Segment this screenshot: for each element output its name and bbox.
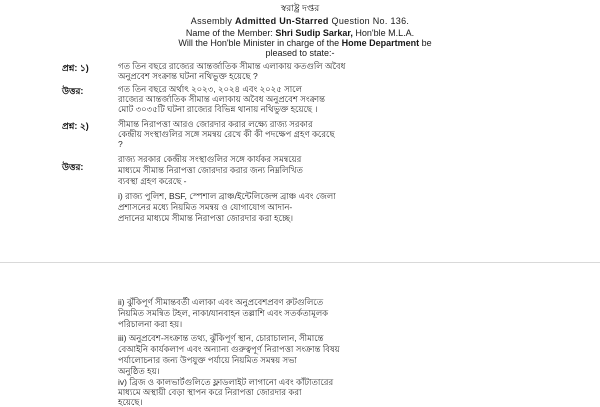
answer-2-line-3: ব্যবস্থা গ্রহণ করেছে - (118, 176, 187, 186)
question-1-line-1: গত তিন বছরে রাজ্যের আন্তর্জাতিক সীমান্ত এলাকায় কতগুলি অবৈধ (118, 61, 346, 71)
item-iv-line-3: হয়েছে। (118, 397, 143, 407)
question-type: Admitted Un-Starred (235, 16, 329, 26)
answer-1-label: উত্তর: (62, 86, 84, 96)
answer-1-line-1: গত তিন বছরে অর্থাৎ ২০২৩, ২০২৪ এবং ২০২৫ সালে (118, 84, 302, 94)
answer-1-line-2: রাজ্যের আন্তর্জাতিক সীমান্ত এলাকায় অবৈধ অনুপ্রবেশ সংক্রান্ত (118, 94, 325, 104)
page-break-divider (0, 262, 600, 263)
question-heading (0, 16, 600, 26)
item-iii-line-2: বেআইনি কার্যকলাপ এবং অন্যান্য গুরুত্বপূর্ণ নিরাপত্তা সংক্রান্ত বিষয় (118, 344, 340, 354)
pleased-line: pleased to state:- (265, 48, 335, 58)
question-prefix: Assembly (190, 16, 236, 26)
minister-prefix: Will the Hon'ble Minister in charge of the (178, 38, 342, 48)
member-name: Shri Sudip Sarkar, (275, 28, 353, 38)
minister-suffix: be (419, 38, 432, 48)
member-prefix: Name of the Member: (185, 28, 276, 38)
item-i-line-2: প্রশাসনের মধ্যে নিয়মিত সমন্বয় ও যোগাযোগ আদান- (118, 202, 293, 212)
answer-2-line-2: মাধ্যমে সীমান্ত নিরাপত্তা জোরদার করার জন্য নিম্নলিখিত (118, 165, 303, 175)
question-2-label: প্রশ্ন: ২) (62, 121, 89, 131)
question-2-line-1: সীমান্ত নিরাপত্তা আরও জোরদার করার লক্ষ্যে রাজ্য সরকার (118, 119, 313, 129)
item-iii-line-1: iii) অনুপ্রবেশ-সংক্রান্ত তথ্য, ঝুঁকিপূর্ণ স্থান, চোরাচালান, সীমান্তে (118, 333, 324, 343)
question-1-label: প্রশ্ন: ১) (62, 63, 89, 73)
department-name: Home Department (341, 38, 420, 48)
question-1-line-2: অনুপ্রবেশ সংক্রান্ত ঘটনা নথিভুক্ত হয়েছে ? (118, 71, 258, 81)
member-suffix: Hon'ble M.L.A. (352, 28, 415, 38)
answer-1-line-3: মোট ৩০৩৫টি ঘটনা রাজ্যের বিভিন্ন থানায় নথিভুক্ত হয়েছে । (118, 104, 318, 114)
item-ii-line-3: পরিচালনা করা হয়। (118, 319, 183, 329)
item-ii-line-2: নিয়মিত সমন্বিত টহল, নাকা/যানবাহন তল্লাশি এবং সতর্কতামূলক (118, 308, 329, 318)
question-2-line-3: ? (118, 139, 123, 149)
item-iii-line-4: অনুষ্ঠিত হয়। (118, 366, 160, 376)
item-ii-line-1: ii) ঝুঁকিপূর্ণ সীমান্তবর্তী এলাকা এবং অনুপ্রবেশপ্রবণ রুটগুলিতে (118, 297, 324, 307)
answer-2-label: উত্তর: (62, 162, 84, 172)
member-line (0, 28, 600, 38)
answer-2-line-1: রাজ্য সরকার কেন্দ্রীয় সংস্থাগুলির সঙ্গে কার্যকর সমন্বয়ের (118, 154, 302, 164)
item-i-line-1: i) রাজ্য পুলিশ, BSF, স্পেশাল ব্রাঞ্চ/ইন্টেলিজেন্স ব্রাঞ্চ এবং জেলা (118, 191, 336, 201)
question-2-line-2: কেন্দ্রীয় সংস্থাগুলির সঙ্গে সমন্বয় রেখে কী কী পদক্ষেপ গ্রহণ করেছে (118, 129, 335, 139)
item-iii-line-3: পর্যালোচনার জন্য উপযুক্ত পর্যায়ে নিয়মিত সমন্বয় সভা (118, 355, 297, 365)
department-heading: স্বরাষ্ট্র দপ্তর (280, 3, 320, 13)
item-iv-line-1: iv) ব্রিজ ও কালভার্টগুলিতে ফ্লাডলাইট লাগানো এবং কাঁটাতারের (118, 377, 334, 387)
item-i-line-3: প্রদানের মাধ্যমে সীমান্ত নিরাপত্তা জোরদার করা হচ্ছে। (118, 213, 294, 223)
minister-line (10, 38, 600, 48)
question-number: Question No. 136. (328, 16, 410, 26)
item-iv-line-2: মাধ্যমে অস্থায়ী বেড়া স্থাপন করে নিরাপত্তা জোরদার করা (118, 387, 302, 397)
